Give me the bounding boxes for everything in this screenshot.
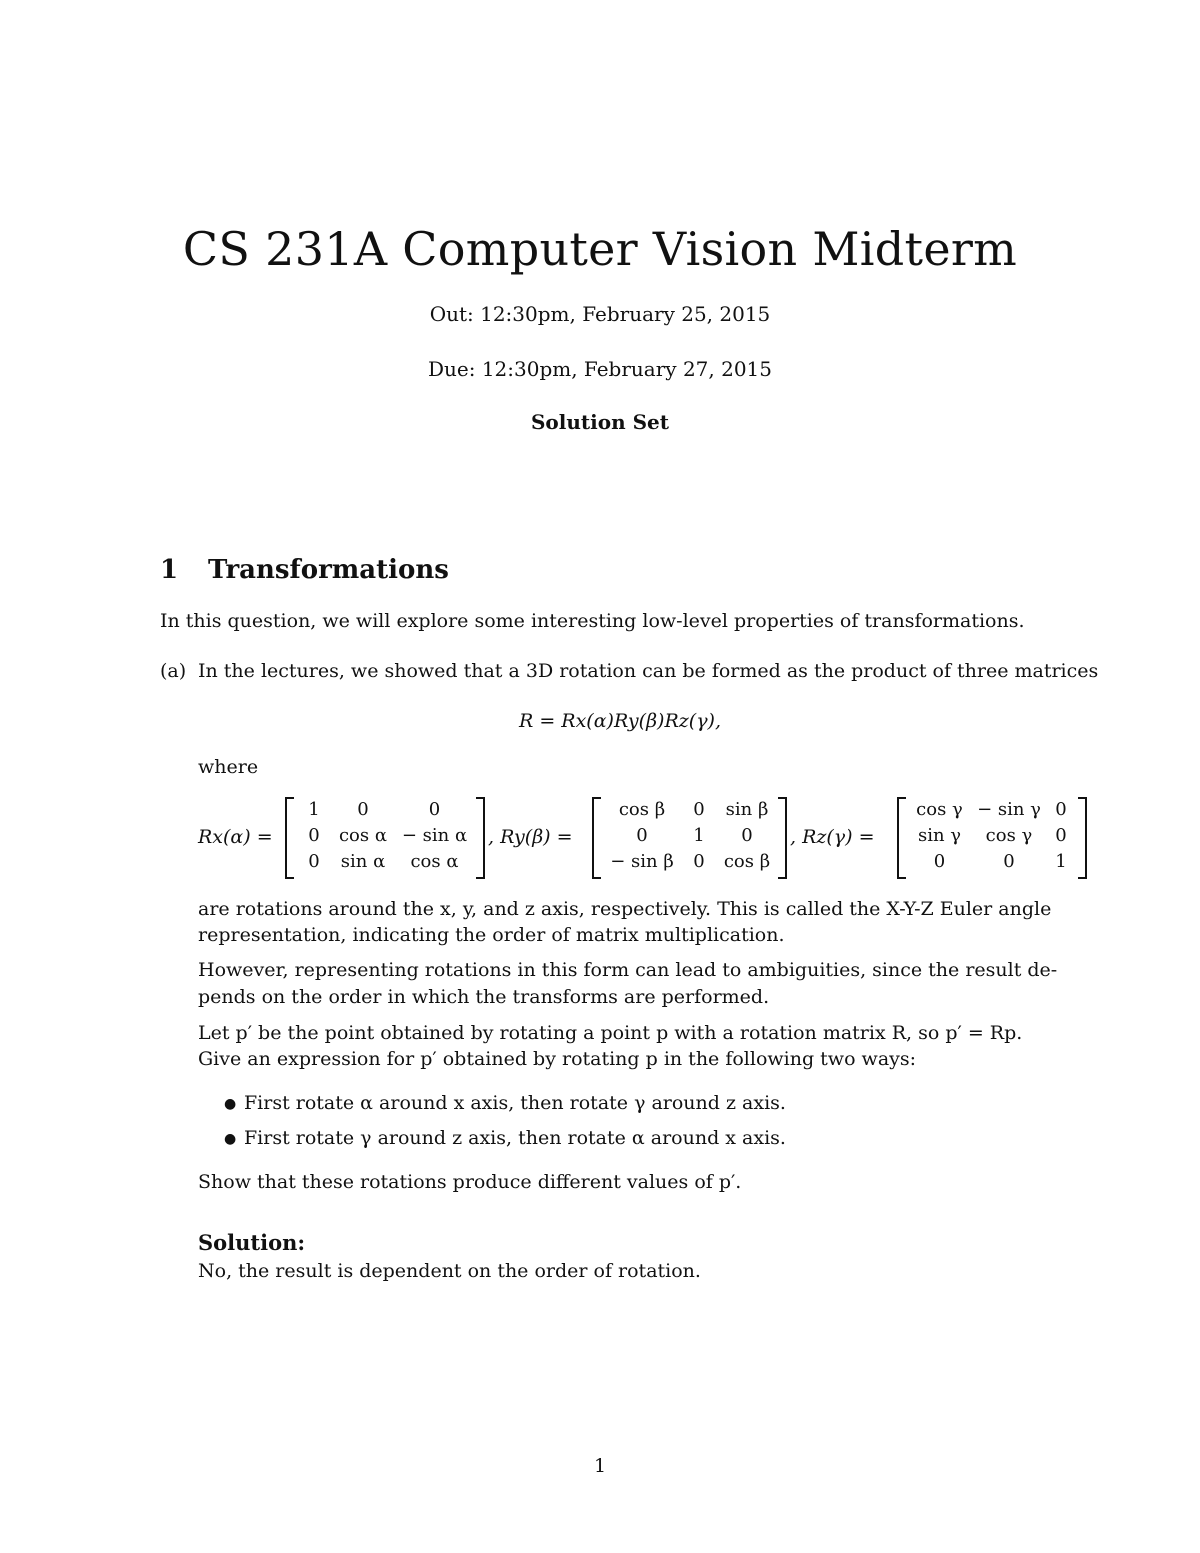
matrix-cell: 1 — [693, 825, 705, 846]
intro-text: In this question, we will explore some interesting low-level properties of transformations. — [160, 610, 1025, 632]
matrix-cell: 0 — [741, 825, 753, 846]
section-heading — [160, 555, 449, 585]
section-number: 1 — [160, 555, 179, 585]
rz-label: , Rz(γ) = — [790, 826, 875, 848]
paragraph-line: representation, indicating the order of matrix multiplication. — [198, 924, 785, 946]
matrix-cell: cos β — [618, 799, 666, 820]
matrix-cell: sin α — [340, 851, 386, 872]
page-number: 1 — [593, 1455, 607, 1477]
right-bracket — [778, 797, 787, 879]
bullet-icon: ● — [224, 1131, 237, 1147]
left-bracket — [897, 797, 906, 879]
paragraph-line: However, representing rotations in this form can lead to ambiguities, since the result de- — [198, 959, 1058, 981]
solution-text: No, the result is dependent on the order of rotation. — [198, 1260, 701, 1282]
rotation-equation: R = Rx(α)Ry(β)Rz(γ), — [518, 710, 722, 732]
rx-label: Rx(α) = — [198, 826, 273, 848]
matrix-cell: 0 — [308, 825, 320, 846]
ry-label: , Ry(β) = — [488, 826, 573, 848]
part-a-label: (a) — [160, 660, 187, 682]
bullet-icon: ● — [224, 1096, 237, 1112]
matrix-cell: sin β — [725, 799, 769, 820]
rz-matrix — [897, 797, 1087, 877]
out-date: Out: 12:30pm, February 25, 2015 — [429, 302, 771, 326]
matrix-cell: cos γ — [916, 799, 963, 820]
part-a-text: In the lectures, we showed that a 3D rotation can be formed as the product of three matrices — [198, 660, 1099, 682]
paragraph-line: Give an expression for p′ obtained by rotating p in the following two ways: — [198, 1048, 917, 1070]
matrix-cell: cos α — [338, 825, 388, 846]
due-date: Due: 12:30pm, February 27, 2015 — [427, 357, 773, 381]
solution-set-label: Solution Set — [530, 410, 669, 434]
matrix-cell: 0 — [428, 799, 441, 820]
paragraph-line: are rotations around the x, y, and z axis, respectively. This is called the X-Y-Z Euler angle — [198, 898, 1052, 920]
matrix-cell: 0 — [693, 851, 705, 872]
matrix-cell: cos β — [723, 851, 771, 872]
right-bracket — [1078, 797, 1087, 879]
list-item: First rotate α around x axis, then rotate γ around z axis. — [244, 1092, 786, 1114]
right-bracket — [476, 797, 485, 879]
matrix-cell: 0 — [1055, 799, 1067, 820]
matrix-cell: sin γ — [917, 825, 962, 846]
matrix-cell: − sin α — [401, 825, 468, 846]
paragraph-line: Let p′ be the point obtained by rotating a point p with a rotation matrix R, so p′ = Rp. — [198, 1022, 1023, 1044]
matrix-cell: 1 — [308, 799, 320, 820]
matrix-cell: 0 — [693, 799, 705, 820]
matrix-cell: 0 — [357, 799, 369, 820]
section-title: Transformations — [208, 555, 449, 585]
matrix-cell: 1 — [1055, 851, 1067, 872]
matrix-cell: − sin γ — [977, 799, 1041, 820]
paragraph-line: pends on the order in which the transforms are performed. — [198, 986, 770, 1008]
show-text: Show that these rotations produce different values of p′. — [198, 1171, 742, 1193]
matrix-cell: 0 — [636, 825, 648, 846]
ry-matrix — [592, 797, 787, 877]
list-item: First rotate γ around z axis, then rotate α around x axis. — [244, 1127, 786, 1149]
matrix-cell: 0 — [1003, 851, 1015, 872]
left-bracket — [592, 797, 601, 879]
matrix-cell: − sin β — [610, 851, 674, 872]
solution-heading: Solution: — [198, 1230, 306, 1255]
document-title: CS 231A Computer Vision Midterm — [182, 222, 1018, 276]
matrix-cell: 0 — [1055, 825, 1067, 846]
left-bracket — [285, 797, 294, 879]
matrix-cell: 0 — [933, 851, 946, 872]
rx-matrix — [285, 797, 485, 877]
where-label: where — [198, 756, 259, 778]
matrix-cell: cos γ — [985, 825, 1033, 846]
matrix-cell: cos α — [410, 851, 459, 872]
matrix-cell: 0 — [308, 851, 320, 872]
